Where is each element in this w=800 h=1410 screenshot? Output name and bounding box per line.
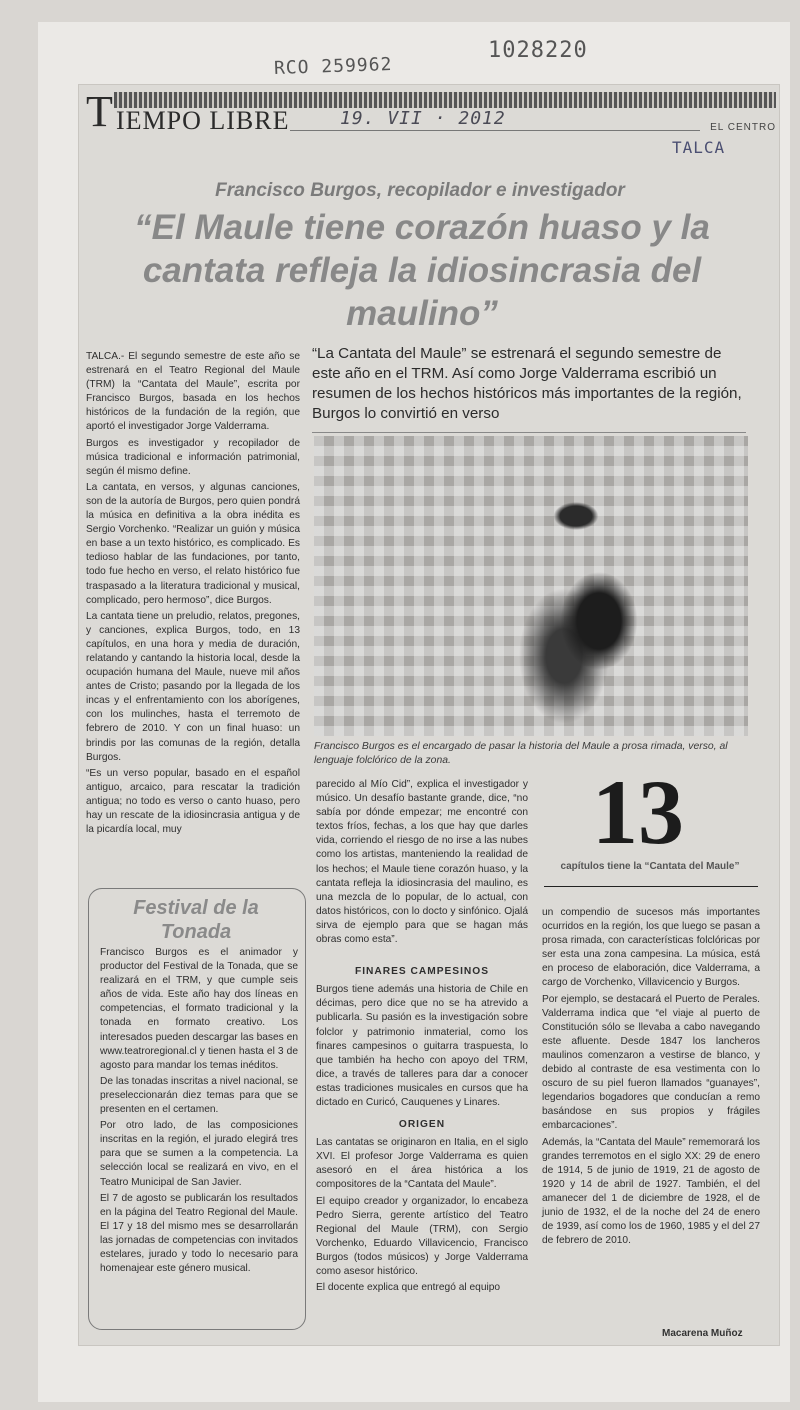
portrait-photo [314, 436, 748, 736]
date-handwritten: 19. VII · 2012 [340, 108, 506, 129]
paragraph: Por ejemplo, se destacará el Puerto de Perales. Valderrama indica que “el viaje al puerto de Constitución sólo se llevaba a cabo navegando este afluente. Desde 1847 los lancheros maulinos comenzaron a vestirse de blanco, y debido al contraste de esa vestimenta con lo oscuro de su piel fueron llamados “guanayes”, legendarios bogadores que conducían a remo basándose en sus propios y frágiles embarcaciones”. [542, 993, 760, 1132]
newspaper-name: EL CENTRO [710, 122, 776, 133]
city-handwritten: TALCA [672, 138, 726, 157]
article-column-middle [316, 778, 528, 1297]
paragraph: El 7 de agosto se publicarán los resultados en la página del Teatro Regional del Maule. El 17 y 18 del mismo mes se desarrollarán las jornadas de competencias con invitados estelares, jurado y todo lo necesario para homenajear este género musical. [100, 1192, 298, 1275]
section-underline [290, 130, 700, 131]
summary-divider [312, 432, 746, 433]
stat-number: 13 [592, 761, 684, 863]
archive-number-handwritten: 1028220 [488, 38, 588, 63]
article-headline: “El Maule tiene corazón huaso y la cantata refleja la idiosincrasia del maulino” [134, 208, 710, 333]
stat-divider [544, 886, 758, 887]
photo-caption: Francisco Burgos es el encargado de pasar la historia del Maule a prosa rimada, verso, al lenguaje folclórico de la zona. [314, 741, 728, 766]
article-column-left [86, 350, 300, 839]
section-initial: T [86, 87, 113, 136]
paragraph: un compendio de sucesos más importantes ocurridos en la región, los que luego se pasan a prosa rimada, con características folclóricas por ser esta una zona campesina. La música, está en proceso de elaboración, dice Valderrama, a cargo de Vorchenko, Villavicencio y Burgos. [542, 907, 760, 989]
paragraph: Por otro lado, de las composiciones inscritas en la región, el jurado elegirá tres para que se sumen a la competencia. La selección local se realizará en vivo, en el Teatro Municipal de San Javier. [100, 1120, 298, 1188]
subhead-origen: ORIGEN [398, 1119, 446, 1131]
paragraph: De las tonadas inscritas a nivel nacional, se preseleccionarán diez temas para que se presenten en el certamen. [100, 1075, 298, 1116]
section-header [86, 87, 776, 142]
festival-box-body [100, 946, 298, 1278]
paragraph: TALCA.- El segundo semestre de este año se estrenará en el Teatro Regional del Maule (TRM) la “Cantata del Maule”, escrita por Francisco Burgos, basada en los hechos históricos de la fundación de la región, que aportó el investigador Jorge Valderrama. [86, 351, 300, 433]
paragraph: El equipo creador y organizador, lo encabeza Pedro Sierra, gerente artístico del Teatro Regional del Maule (TRM), con Sergio Vorchenko, Eduardo Villavicencio, Francisco Burgos (todos músicos) y Jorge Valderrama como asesor histórico. [316, 1195, 528, 1277]
section-name: IEMPO LIBRE [116, 106, 290, 135]
paragraph: Francisco Burgos es el animador y productor del Festival de la Tonada, que se realizará en el TRM, y que cumple seis años de vida. Este año hay dos líneas en competencias, el formato tradicional y la tonada en formato creativo. Los interesados pueden descargar las bases en www.teatroregional.cl y tienen hasta el 3 de agosto para mandar los temas inéditos. [100, 947, 298, 1071]
paragraph: parecido al Mío Cid”, explica el investigador y músico. Un desafío bastante grande, dice, “no sabía por dónde empezar; me encontré con textos fríos, fechas, a los que hay que darles vida, corriendo el riesgo de no irse a las nubes como los artistas, manteniendo la realidad de los hechos; el Maule tiene corazón huaso, y la cantata refleja la idiosincrasia del maulino, es una mezcla de lo popular, de lo actual, con datos históricos, con lo docto y sinfónico. Ojalá sirva de ejemplo para que se hagan más obras como esta”. [316, 779, 528, 946]
paragraph: Las cantatas se originaron en Italia, en el siglo XVI. El profesor Jorge Valderrama es quien asesoró en el área histórica a los compositores de la “Cantata del Maule”. [316, 1137, 528, 1191]
article-column-right [542, 906, 760, 1250]
paragraph: Burgos tiene además una historia de Chile en décimas, pero dice que no se ha atrevido a publicarla. Su pasión es la investigación sobre folclor y patrimonio inmaterial, como los finares campesinos o guitarra traspuesta, lo que también ha hecho con apoyo del TRM, dice, a través de talleres para dar a conocer estas tradiciones musicales en cursos que ha dictado en Curicó, Cauquenes y Linares. [316, 984, 528, 1108]
article-kicker: Francisco Burgos, recopilador e investigador [215, 180, 625, 201]
paragraph: El docente explica que entregó al equipo [316, 1282, 501, 1294]
paragraph: La cantata tiene un preludio, relatos, pregones, y canciones, explica Burgos, todo, en 13 capítulos, en una hora y media de duración, relatando y cantando la historia local, desde la ocupación humana del Maule, nueve mil años antes de Cristo; pasando por la llegada de los incas y el enfrentamiento con los aborígenes, con los mulinches, hasta el terremoto de febrero de 2010. Y con un final huaso: un brindis por las comunas de la región, detalla Burgos. [86, 610, 300, 763]
subhead-finares: FINARES CAMPESINOS [354, 966, 490, 978]
paragraph: Además, la “Cantata del Maule” rememorará los grandes terremotos en el siglo XX: 29 de enero de 1914, 5 de junio de 1919, 21 de agosto de 1920 y 14 de abril de 1927. También, el del amanecer del 1 de diciembre de 1928, el de junio de 1932, el de la noche del 24 de enero de 1939, así como los de 1960, 1985 y el del 27 de febrero de 2010. [542, 1136, 760, 1247]
festival-box-title: Festival de la Tonada [133, 897, 259, 943]
register-code-handwritten: RCO 259962 [273, 53, 393, 80]
paragraph: Burgos es investigador y recopilador de música tradicional e información patrimonial, según él mismo define. [86, 437, 300, 477]
article-summary: “La Cantata del Maule” se estrenará el segundo semestre de este año en el TRM. Así como Jorge Valderrama escribió un resumen de los hechos históricos más importantes de la región, Burgos lo convirtió en verso [312, 345, 742, 422]
spacer [316, 949, 528, 963]
paragraph: “Es un verso popular, basado en el español antiguo, arcaico, para rescatar la tradición antigua; no todo es verso o canto huaso, pero hay un rescate de la idiosincrasia antigua y de la picardía local, muy [86, 767, 300, 836]
paragraph: La cantata, en versos, y algunas canciones, son de la autoría de Burgos, pero quien pondrá la música en definitiva a la obra inédita es Sergio Vorchenko. “Realizar un guión y música en base a un texto histórico, es complicado. Es tedioso hablar de las fundaciones, por tanto, todo fue hecho en verso, el relato histórico fue traspasado a la literatura tradicional y musical, complicado, pero hermoso”, dice Burgos. [86, 481, 300, 606]
author-byline: Macarena Muñoz [662, 1328, 743, 1339]
stat-label: capítulos tiene la “Cantata del Maule” [560, 861, 740, 872]
